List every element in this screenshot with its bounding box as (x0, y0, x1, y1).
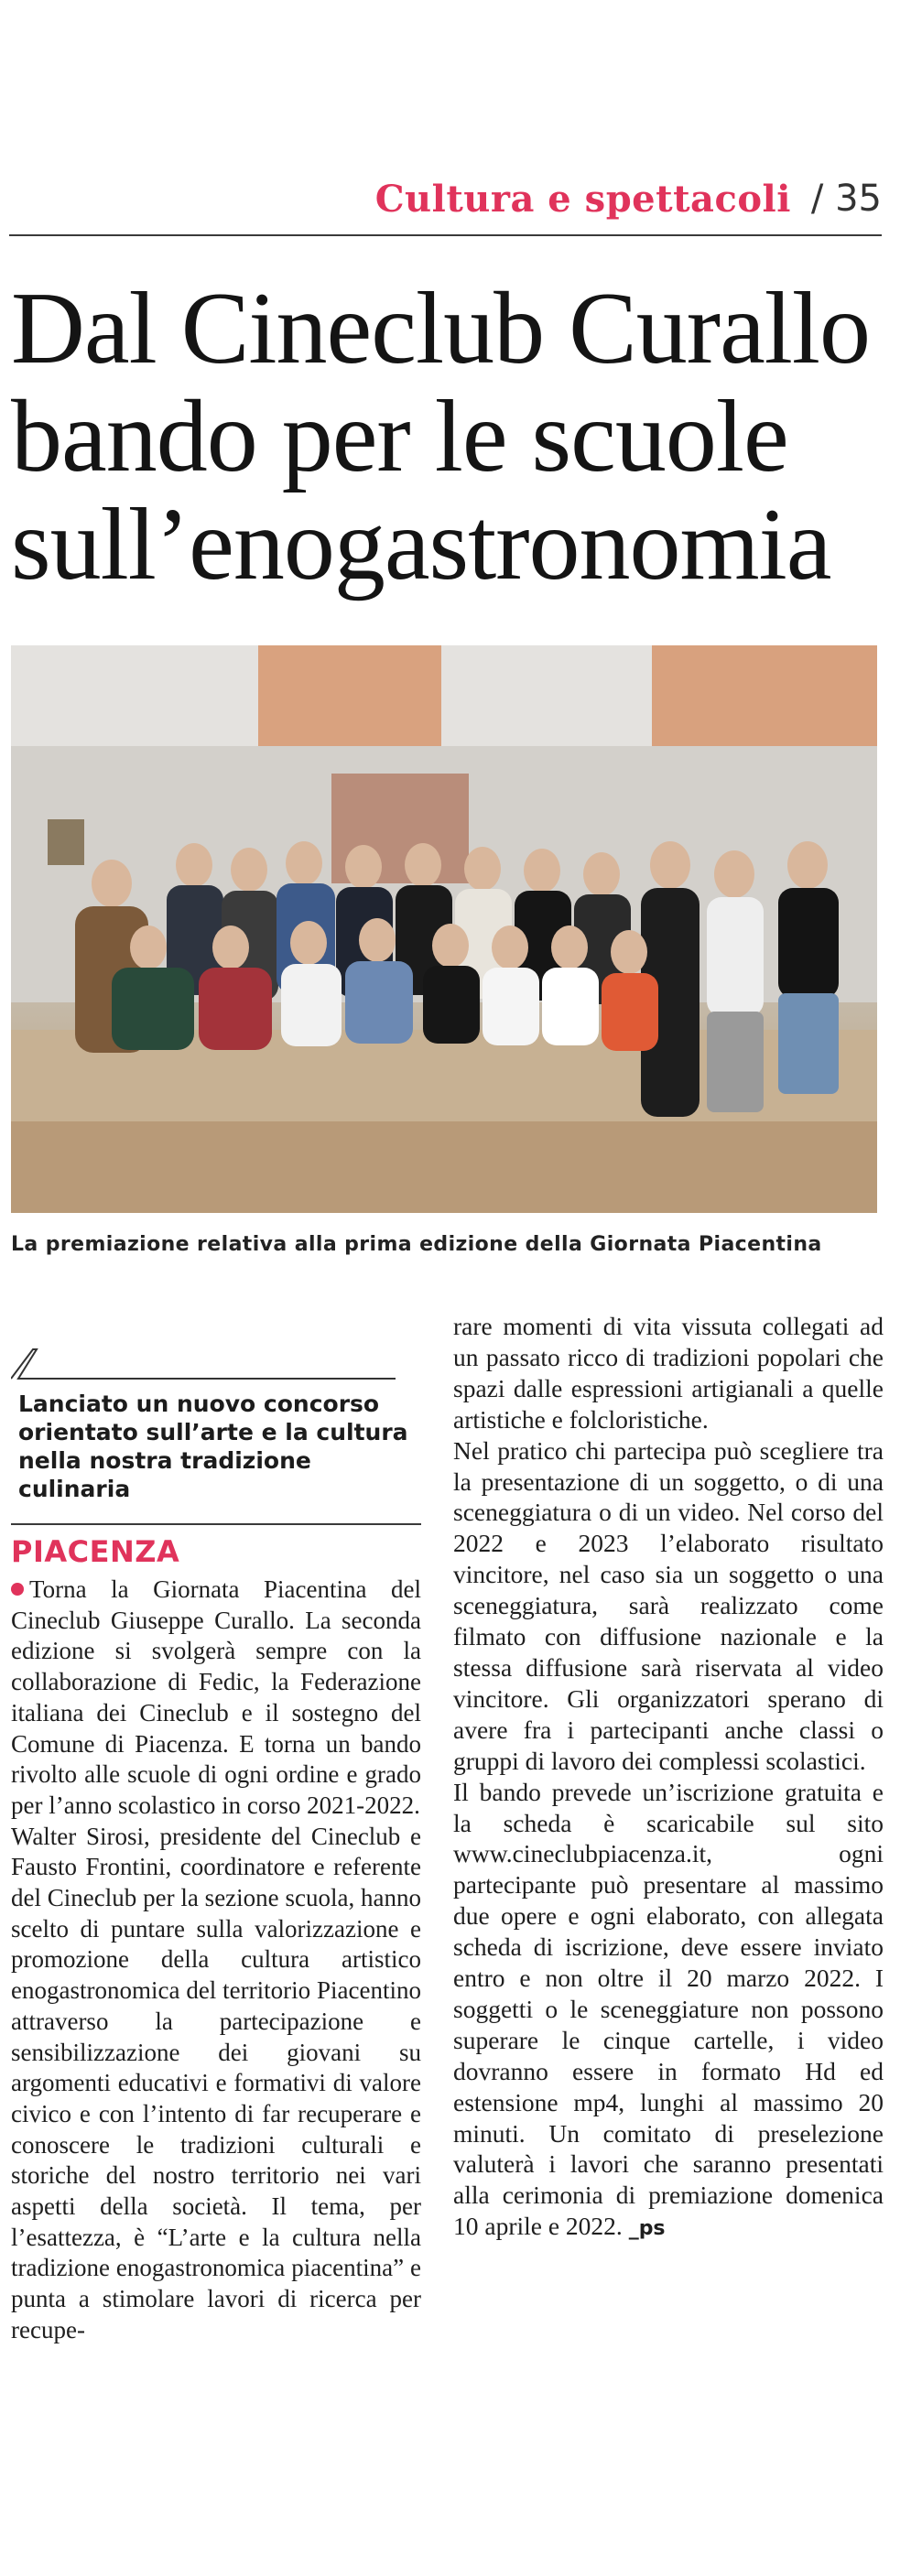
page-header (9, 163, 882, 236)
author-byline: _ps (628, 2217, 666, 2241)
paragraph-1-text: Torna la Giornata Piacentina del Cineclub Giuseppe Curallo. La seconda edizione si svolgerà sempre con la collaborazione di Fedic, la Federazione italiana dei Cineclub e il sostegno del Comune di Piacenza. E torna un bando rivolto alle scuole di ogni ordine e grado per l’anno scolastico in corso 2021-2022. (11, 1575, 421, 1819)
dateline-rule (11, 1523, 421, 1525)
paragraph-2: Walter Sirosi, presidente del Cineclub e Fausto Frontini, coordinatore e referente del Cineclub per la sezione scuola, hanno scelto di puntare sulla valorizzazione e promozione della cultura artistico enogastronomica del territorio Piacentino attraverso la partecipazione e sensibilizzazione dei giovani su argomenti educativi e formativi di valore civico e con l’intento di far recuperare e conoscere le tradizioni culturali e storiche del nostro territorio nei vari aspetti della società. Il tema, per l’esattezza, è “L’arte e la cultura nella tradizione enogastronomica piacentina” e punta a stimolare lavori di ricerca per recupe- (11, 1822, 421, 2343)
page-number: / 35 (810, 178, 882, 220)
paragraph-5 (453, 1777, 884, 2246)
bullet-dot-icon (11, 1583, 24, 1596)
group-photo-illustration (11, 645, 877, 1213)
headline-line-2: bando per le scuole (11, 380, 788, 493)
kicker-rule (11, 1346, 396, 1382)
paragraph-3: rare momenti di vita vissuta collegati ad un passato ricco di tradizioni popolari che spazi dalle espressioni artigianali a quelle artistiche e folcloristiche. (453, 1312, 884, 1434)
article-kicker: Lanciato un nuovo concorso orientato sull’arte e la cultura nella nostra tradizione culinaria (18, 1391, 408, 1502)
dateline: PIACENZA (11, 1534, 180, 1569)
headline-line-3: sull’enogastronomia (11, 488, 831, 601)
photo-caption: La premiazione relativa alla prima edizione della Giornata Piacentina (11, 1233, 822, 1256)
event-photo (11, 645, 877, 1213)
headline-line-1: Dal Cineclub Curallo (11, 272, 871, 385)
paragraph-5-text: Il bando prevede un’iscrizione gratuita e la scheda è scaricabile sul sito www.cineclubpiacenza.it, ogni partecipante può presentare al massimo due opere e ogni elaborato, con allegata scheda di iscrizione, deve essere inviato entro e non oltre il 20 marzo 2022. I soggetti o le sceneggiature non possono superare le cinque cartelle, i video dovranno essere in formato Hd ed estensione mp4, lunghi al massimo 20 minuti. Un comitato di preselezione valuterà i lavori che saranno presentati alla cerimonia di premiazione domenica 10 aprile e 2022. (453, 1777, 884, 2241)
article-left-column (11, 1346, 421, 2346)
article-right-column (453, 1311, 884, 2245)
section-label: Cultura e spettacoli (374, 177, 791, 221)
headline (11, 272, 893, 601)
paragraph-intro (11, 1575, 421, 1822)
paragraph-4: Nel pratico chi partecipa può scegliere tra la presentazione di un soggetto, o di una sceneggiatura o di un video. Nel corso del 2022 e 2023 l’elaborato risultato vincitore, nel caso sia un soggetto o una sceneggiatura, sarà realizzato come filmato con diffusione nazionale e la stessa diffusione sarà riservata al video vincitore. Gli organizzatori sperano di avere fra i partecipanti anche classi o gruppi di lavoro dei complessi scolastici. (453, 1435, 884, 1775)
